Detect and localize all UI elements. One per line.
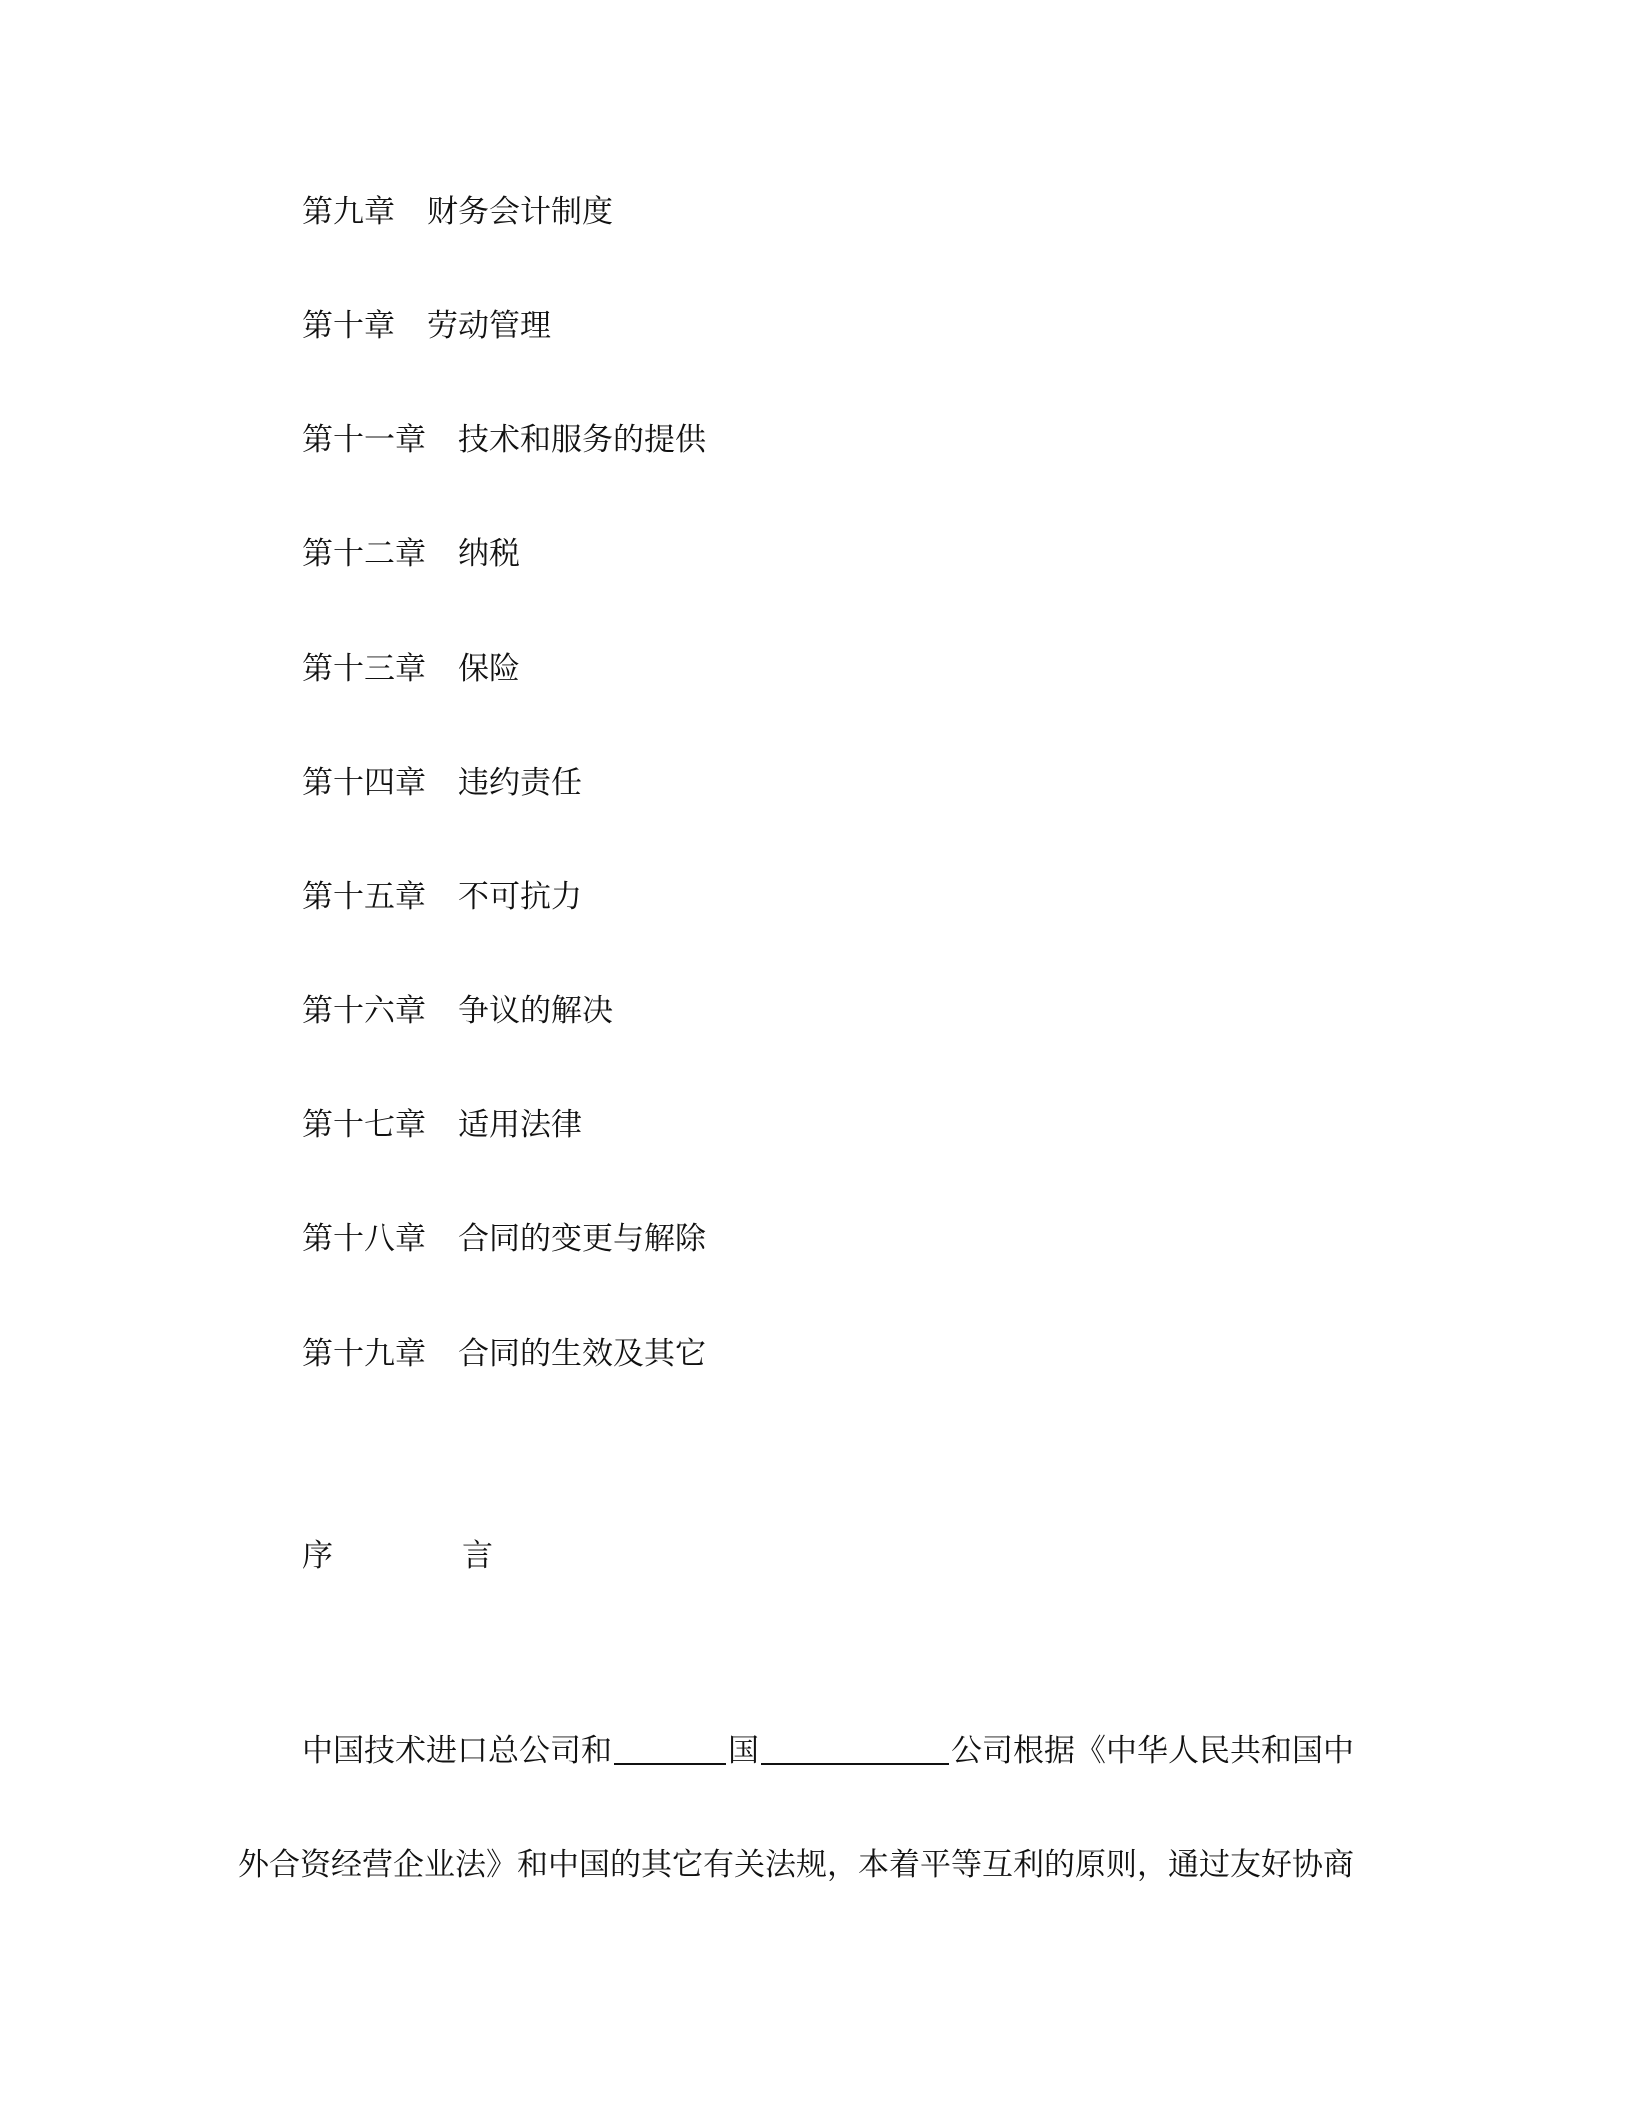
toc-chapter-number: 第十一章 xyxy=(302,422,426,458)
text-segment: 中国技术进口总公司和 xyxy=(302,1733,612,1769)
toc-chapter-title: 不可抗力 xyxy=(458,879,582,915)
toc-entry-13 xyxy=(302,649,520,689)
toc-chapter-title: 劳动管理 xyxy=(427,308,551,344)
body-paragraph-line-2: 外合资经营企业法》和中国的其它有关法规，本着平等互利的原则，通过友好协商 xyxy=(238,1847,1354,1883)
toc-chapter-number: 第十八章 xyxy=(302,1221,426,1257)
toc-chapter-title: 纳税 xyxy=(458,536,520,572)
toc-entry-14 xyxy=(302,763,582,803)
text-segment: 公司根据《中华人民共和国中 xyxy=(951,1733,1354,1769)
toc-chapter-number: 第九章 xyxy=(302,194,395,230)
toc-chapter-number: 第十三章 xyxy=(302,651,426,687)
toc-entry-10 xyxy=(302,306,551,346)
toc-entry-9 xyxy=(302,192,613,232)
toc-entry-15 xyxy=(302,877,582,917)
toc-chapter-number: 第十四章 xyxy=(302,765,426,801)
preface-char-2: 言 xyxy=(462,1538,493,1574)
toc-entry-12 xyxy=(302,534,520,574)
toc-entry-17 xyxy=(302,1105,582,1145)
toc-chapter-title: 违约责任 xyxy=(458,765,582,801)
toc-entry-18 xyxy=(302,1219,706,1259)
toc-chapter-number: 第十七章 xyxy=(302,1107,426,1143)
toc-chapter-number: 第十二章 xyxy=(302,536,426,572)
toc-chapter-title: 争议的解决 xyxy=(458,993,613,1029)
toc-entry-19 xyxy=(302,1334,706,1374)
toc-chapter-number: 第十九章 xyxy=(302,1336,426,1372)
blank-company-field xyxy=(761,1733,949,1765)
toc-chapter-number: 第十五章 xyxy=(302,879,426,915)
toc-chapter-title: 财务会计制度 xyxy=(427,194,613,230)
preface-heading xyxy=(302,1536,493,1576)
toc-chapter-title: 保险 xyxy=(458,651,520,687)
toc-chapter-title: 技术和服务的提供 xyxy=(458,422,706,458)
preface-char-1: 序 xyxy=(302,1538,333,1574)
blank-country-field xyxy=(614,1733,726,1765)
toc-chapter-title: 适用法律 xyxy=(458,1107,582,1143)
toc-chapter-title: 合同的变更与解除 xyxy=(458,1221,706,1257)
toc-chapter-number: 第十六章 xyxy=(302,993,426,1029)
toc-chapter-title: 合同的生效及其它 xyxy=(458,1336,706,1372)
toc-chapter-number: 第十章 xyxy=(302,308,395,344)
toc-entry-16 xyxy=(302,991,613,1031)
body-paragraph-line-1 xyxy=(302,1731,1354,1771)
text-segment: 国 xyxy=(728,1733,759,1769)
toc-entry-11 xyxy=(302,420,706,460)
